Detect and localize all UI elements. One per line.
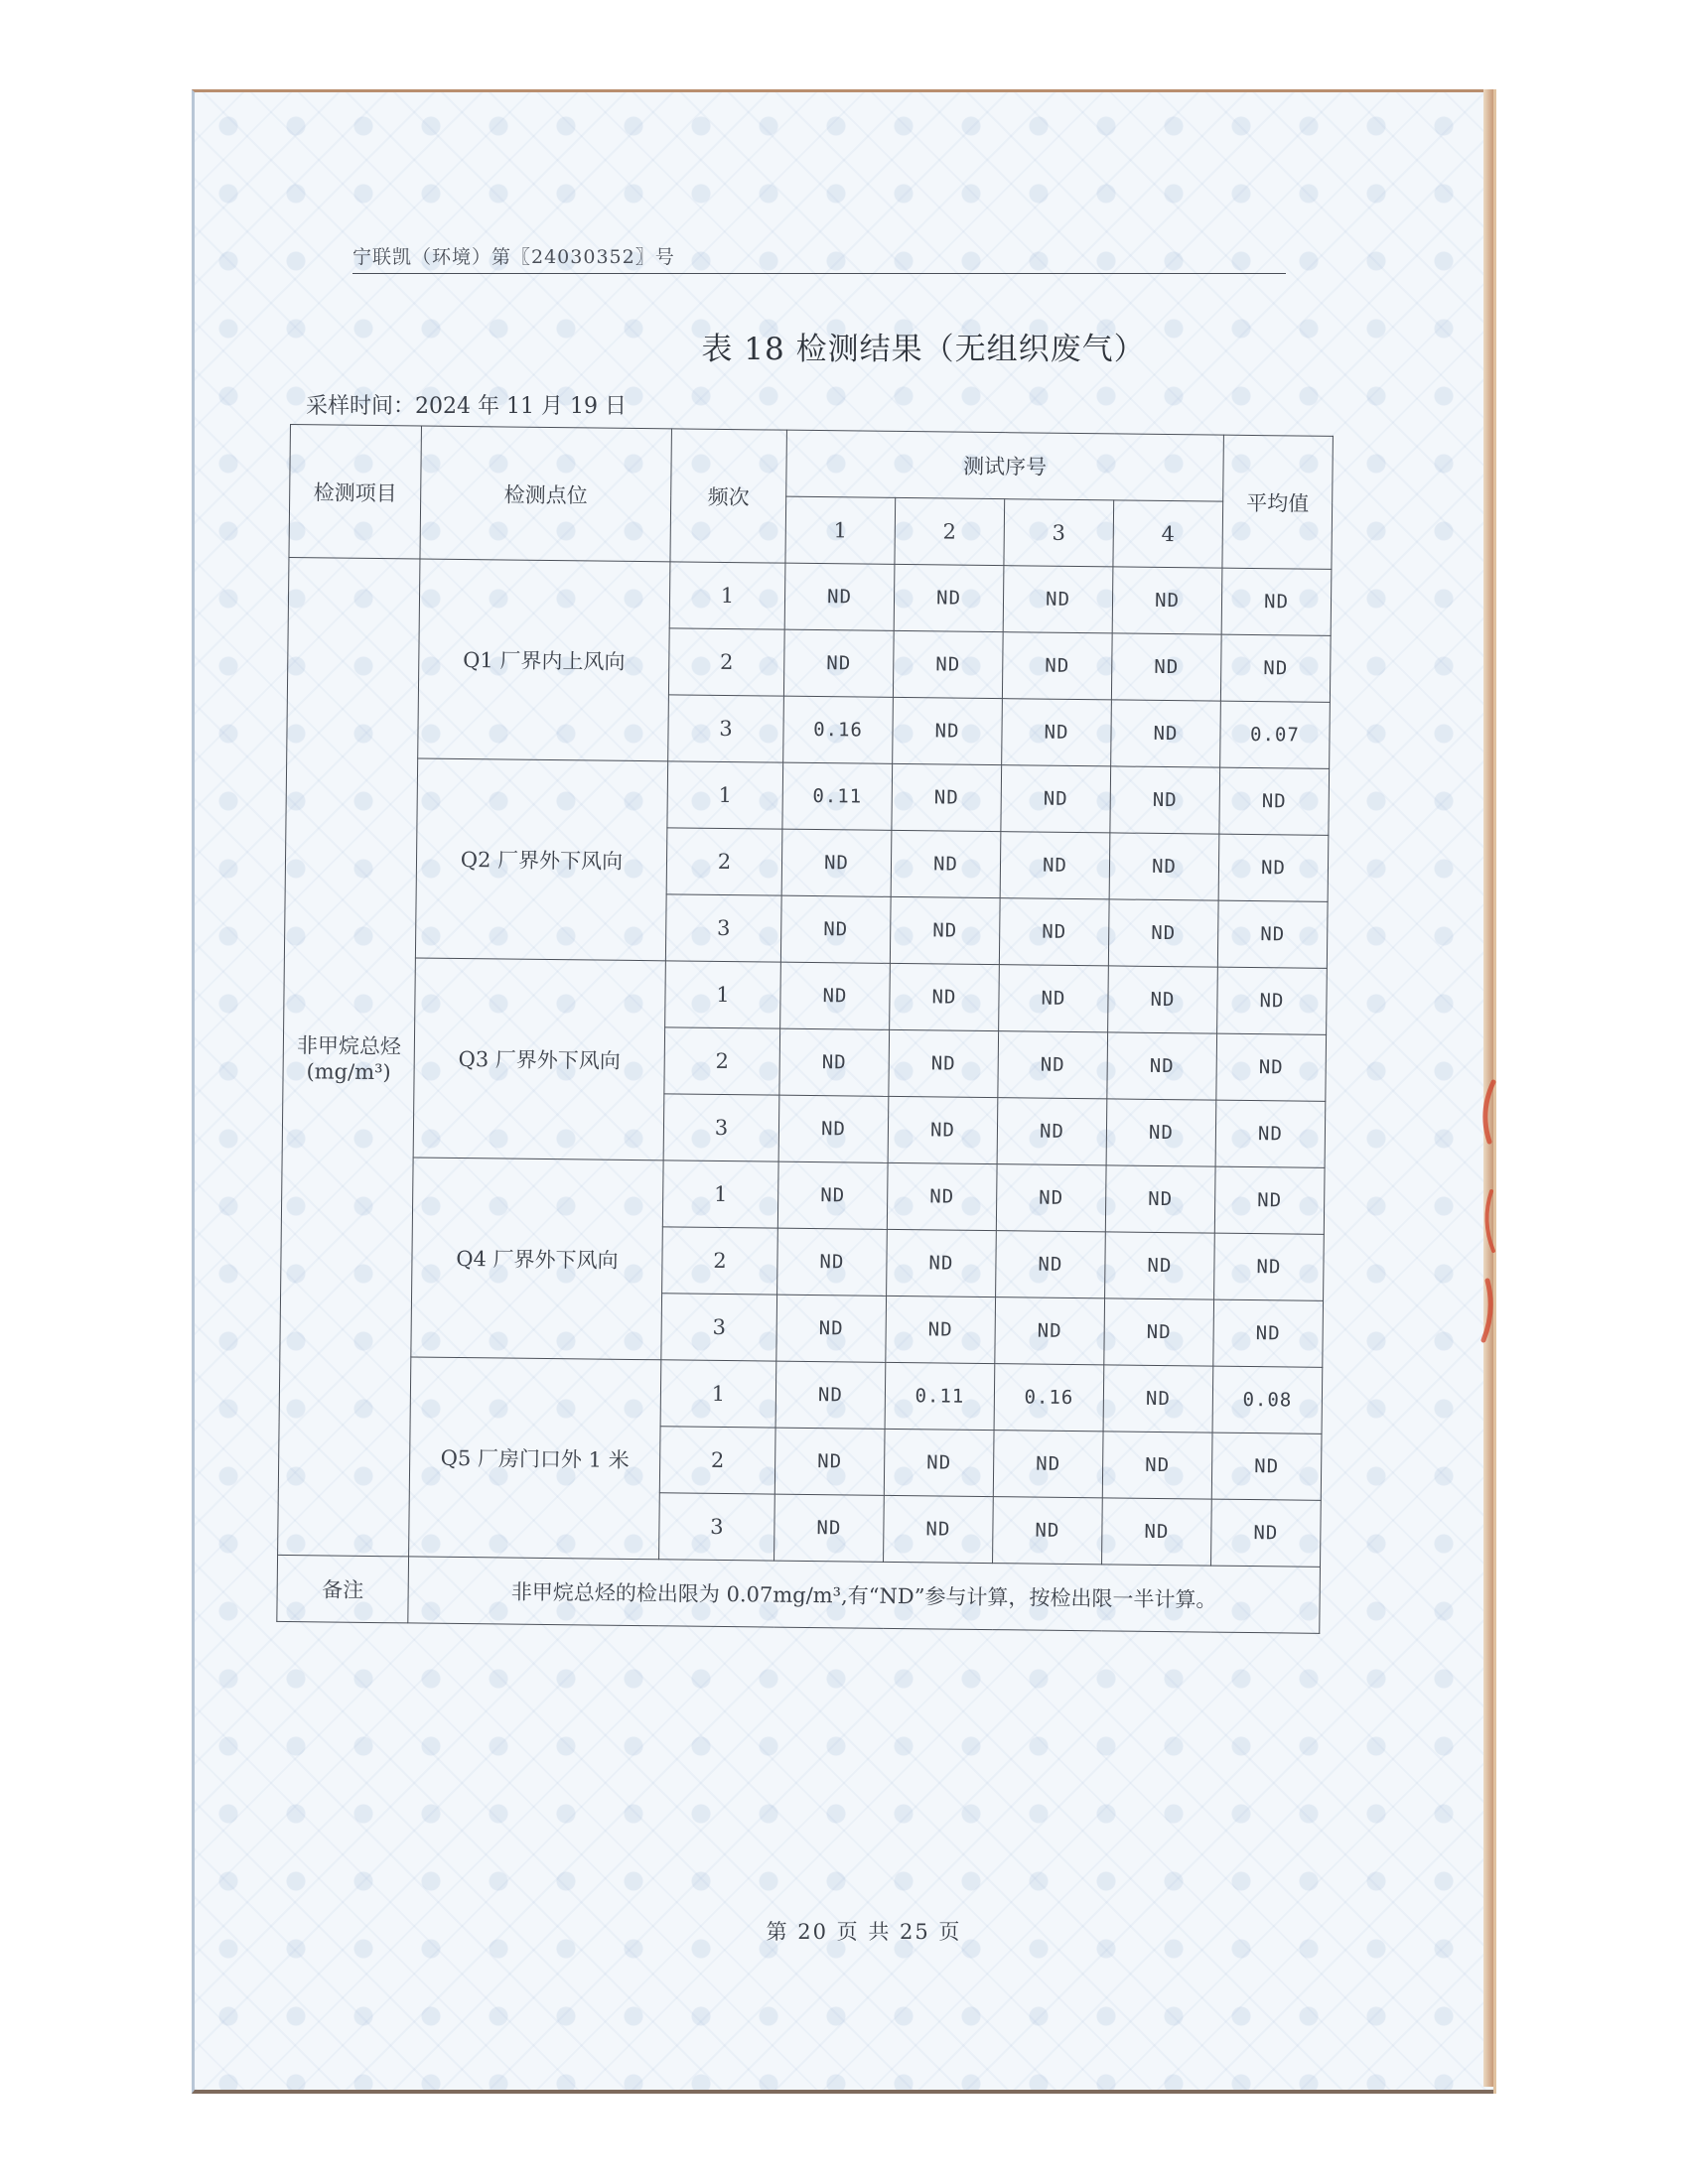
value-cell: ND — [997, 1098, 1107, 1165]
table-title: 表 18 检测结果（无组织废气） — [701, 332, 1146, 367]
header-frequency: 频次 — [670, 429, 787, 563]
value-cell: ND — [783, 629, 894, 697]
average-cell: ND — [1214, 1166, 1325, 1234]
value-cell: ND — [1108, 966, 1218, 1033]
value-cell: ND — [1104, 1298, 1214, 1366]
average-cell: 0.08 — [1212, 1366, 1323, 1433]
value-cell: ND — [1001, 765, 1111, 833]
value-cell: ND — [1000, 832, 1110, 899]
table-row — [281, 1156, 1325, 1234]
header-test-4: 4 — [1113, 500, 1223, 568]
value-cell: ND — [1111, 633, 1221, 701]
header-test-2: 2 — [895, 497, 1005, 565]
average-cell: ND — [1219, 767, 1330, 835]
page-number: 第 20 页 共 25 页 — [766, 1920, 962, 1944]
average-cell: ND — [1214, 1233, 1325, 1300]
value-cell: ND — [775, 1361, 886, 1429]
frequency-cell: 3 — [668, 695, 784, 762]
value-cell: ND — [777, 1228, 888, 1296]
value-cell: ND — [781, 829, 892, 896]
value-cell: ND — [996, 1164, 1106, 1232]
average-cell: ND — [1211, 1499, 1322, 1567]
header-test-1: 1 — [785, 496, 896, 564]
remark-row — [277, 1555, 1321, 1633]
red-seal-stamp — [1476, 1072, 1497, 1350]
header-average: 平均值 — [1222, 435, 1334, 569]
point-label: Q4 厂界外下风向 — [411, 1158, 663, 1360]
header-test-3: 3 — [1004, 499, 1114, 567]
header-item: 检测项目 — [289, 425, 422, 559]
value-cell: ND — [1103, 1365, 1213, 1433]
value-cell: ND — [887, 1229, 997, 1297]
value-cell: ND — [890, 896, 1000, 964]
document-number: 宁联凯（环境）第〖24030352〗号 — [352, 242, 1286, 274]
value-cell: ND — [779, 1028, 890, 1096]
value-cell: ND — [1102, 1432, 1212, 1499]
value-cell: ND — [777, 1161, 888, 1229]
point-label: Q5 厂房门口外 1 米 — [409, 1357, 661, 1560]
value-cell: ND — [774, 1494, 885, 1562]
average-cell: ND — [1220, 634, 1331, 702]
average-cell: ND — [1213, 1299, 1324, 1367]
value-cell: ND — [1110, 766, 1220, 834]
frequency-cell: 1 — [660, 1360, 776, 1428]
table-row — [284, 956, 1328, 1034]
frequency-cell: 1 — [662, 1160, 778, 1228]
value-cell: ND — [995, 1297, 1105, 1365]
item-label: 非甲烷总烃(mg/m³) — [278, 557, 420, 1556]
value-cell: ND — [998, 1031, 1108, 1099]
frequency-cell: 3 — [661, 1294, 777, 1361]
value-cell: ND — [884, 1429, 994, 1496]
frequency-cell: 2 — [662, 1227, 778, 1295]
frequency-cell: 3 — [663, 1094, 779, 1161]
value-cell: ND — [993, 1497, 1103, 1565]
value-cell: ND — [780, 895, 891, 963]
sampling-time: 采样时间：2024 年 11 月 19 日 — [306, 394, 627, 419]
value-cell: ND — [1106, 1099, 1216, 1166]
value-cell: ND — [1105, 1232, 1215, 1299]
value-cell: 0.11 — [782, 762, 893, 830]
value-cell: ND — [999, 965, 1109, 1032]
value-cell: ND — [1109, 833, 1219, 900]
value-cell: ND — [884, 1495, 994, 1563]
value-cell: ND — [774, 1428, 885, 1495]
remark-text: 非甲烷总烃的检出限为 0.07mg/m³,有“ND”参与计算，按检出限一半计算。 — [408, 1557, 1321, 1633]
frequency-cell: 2 — [659, 1427, 775, 1494]
value-cell: ND — [1003, 566, 1113, 633]
value-cell: 0.16 — [994, 1364, 1104, 1432]
frequency-cell: 1 — [669, 562, 785, 629]
table-row — [279, 1355, 1323, 1433]
value-cell: ND — [1112, 567, 1222, 634]
remark-label: 备注 — [277, 1555, 409, 1622]
frequency-cell: 1 — [665, 961, 781, 1028]
value-cell: ND — [993, 1431, 1103, 1498]
value-cell: ND — [784, 563, 895, 630]
average-cell: ND — [1218, 834, 1329, 901]
frequency-cell: 2 — [666, 828, 782, 895]
value-cell: ND — [1102, 1498, 1212, 1566]
value-cell: ND — [894, 564, 1004, 631]
value-cell: ND — [1107, 1032, 1217, 1100]
value-cell: ND — [893, 697, 1003, 764]
table-row — [286, 756, 1330, 835]
header-test-group: 测试序号 — [786, 430, 1224, 501]
average-cell: ND — [1217, 967, 1328, 1034]
frequency-cell: 1 — [667, 761, 783, 829]
table-row — [288, 557, 1332, 635]
average-cell: ND — [1217, 900, 1328, 968]
value-cell: ND — [891, 830, 1001, 897]
results-table — [276, 424, 1334, 1634]
value-cell: ND — [776, 1295, 887, 1362]
value-cell: ND — [886, 1296, 996, 1363]
value-cell: ND — [890, 963, 1000, 1030]
value-cell: ND — [892, 763, 1002, 831]
value-cell: ND — [893, 630, 1003, 698]
value-cell: ND — [1111, 700, 1221, 767]
average-cell: ND — [1216, 1033, 1327, 1101]
value-cell: ND — [778, 1095, 889, 1162]
frequency-cell: 2 — [664, 1027, 780, 1095]
value-cell: ND — [889, 1029, 999, 1097]
average-cell: 0.07 — [1220, 701, 1331, 768]
value-cell: ND — [1002, 699, 1112, 766]
value-cell: ND — [996, 1231, 1106, 1298]
value-cell: ND — [1108, 899, 1218, 967]
point-label: Q3 厂界外下风向 — [413, 958, 665, 1160]
frequency-cell: 2 — [668, 628, 784, 696]
frequency-cell: 3 — [659, 1493, 775, 1561]
value-cell: ND — [780, 962, 891, 1029]
frequency-cell: 3 — [665, 894, 781, 962]
value-cell: ND — [999, 898, 1109, 966]
average-cell: ND — [1215, 1100, 1326, 1167]
header-point: 检测点位 — [420, 426, 672, 562]
value-cell: 0.16 — [783, 696, 894, 763]
value-cell: ND — [888, 1096, 998, 1163]
point-label: Q2 厂界外下风向 — [415, 758, 667, 961]
value-cell: ND — [1105, 1165, 1215, 1233]
value-cell: 0.11 — [885, 1362, 995, 1430]
average-cell: ND — [1211, 1433, 1322, 1500]
value-cell: ND — [1002, 632, 1112, 700]
average-cell: ND — [1221, 568, 1332, 635]
value-cell: ND — [887, 1162, 997, 1230]
point-label: Q1 厂界内上风向 — [418, 559, 670, 761]
